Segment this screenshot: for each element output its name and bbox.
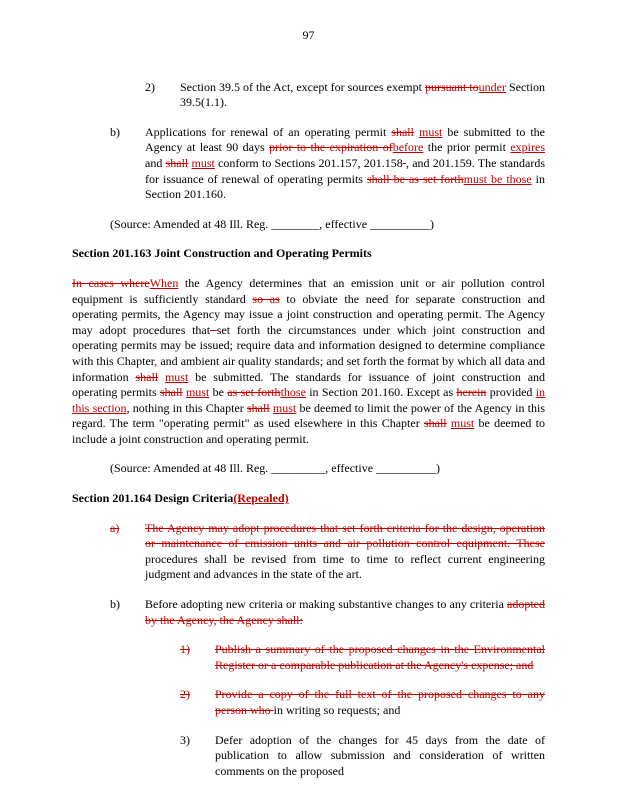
inserted-text: those	[280, 385, 306, 400]
item-text	[215, 733, 545, 780]
deleted-text: shall	[247, 400, 270, 415]
item-label: 1)	[180, 642, 190, 657]
text-run: procedures shall be revised from time to time to reflect current engineering judgment and advances in the state of the art.	[145, 551, 545, 582]
text-run: set forth the circumstances under which joint construction and operating permits may be issued; require data and information designed to determine compliance with this Chapter	[72, 322, 545, 368]
list-item-b	[110, 597, 545, 628]
inserted-text: must	[185, 385, 210, 400]
text-run: be deemed to include a joint construction and operating permit.	[72, 416, 545, 446]
item-text	[215, 687, 545, 718]
text-run: be deemed to limit the power of the Agency in this regard. The term "operating permit" as used elsewhere in this Chapter	[72, 400, 546, 431]
item-label: 2)	[180, 687, 190, 702]
deleted-text: The Agency may adopt procedures that set forth criteria for the design, operation or maintenance of emission units and air pollution control equipment. These	[145, 520, 545, 551]
text-run: in Section 201.160. Except as	[305, 385, 457, 400]
inserted-text: in this section	[72, 385, 546, 415]
list-item-2	[145, 80, 545, 111]
item-label: b)	[110, 597, 120, 612]
text-run: Defer adoption of the changes for 45 days from the date of publication to allow submission and consideration of written comments on the proposed	[215, 732, 545, 778]
text-run: Section 39.5(1.1).	[180, 79, 545, 110]
text-run: , and 201.159. The standards for issuance of renewal of operating permits	[145, 155, 546, 186]
list-item-2	[180, 687, 545, 718]
deleted-text: shall	[423, 416, 447, 431]
inserted-text: must	[418, 124, 443, 139]
item-label: 3)	[180, 732, 190, 747]
list-item-b	[110, 125, 545, 203]
item-label: b)	[110, 124, 120, 139]
deleted-text: shall be as set forth	[366, 171, 464, 186]
deleted-text: shall	[159, 385, 183, 400]
text-run: provided	[486, 385, 536, 400]
text-run: in writing so requests; and	[273, 703, 401, 717]
deleted-text: shall	[391, 124, 414, 139]
list-item-3	[180, 733, 545, 780]
text-run: (Source: Amended at 48 Ill. Reg. _________, effective __________)	[110, 461, 441, 476]
doc-paragraph	[72, 276, 545, 448]
text-run	[158, 370, 165, 384]
deleted-text: Provide a copy of the full text of the proposed changes to any person who	[215, 687, 545, 717]
text-run: the prior permit	[423, 140, 511, 155]
inserted-text: expires	[510, 140, 545, 155]
doc-heading	[72, 491, 545, 507]
inserted-text: must	[191, 155, 215, 170]
inserted-text: under	[478, 79, 506, 94]
inserted-text: ,	[154, 353, 158, 368]
item-label: 2)	[145, 79, 155, 94]
deleted-text: so as	[252, 291, 280, 306]
text-run: , nothing in this Chapter	[126, 400, 248, 415]
doc-heading	[72, 246, 545, 262]
list-item-1	[180, 642, 545, 673]
inserted-text: must	[272, 400, 297, 415]
text-run: the Agency determines that an emission unit or air pollution control equipment is sufficiently standard	[72, 275, 545, 306]
deleted-text: In cases where	[72, 275, 150, 290]
item-text	[145, 597, 545, 628]
text-run: Section 201.163 Joint Construction and Operating Permits	[72, 246, 372, 261]
item-text	[215, 642, 545, 673]
text-run: (Source: Amended at 48 Ill. Reg. ________, effective __________)	[110, 216, 435, 231]
deleted-text: as set forth	[227, 385, 281, 400]
deleted-text	[210, 323, 217, 337]
deleted-text: Publish a summary of the proposed changes in the Environmental Register or a comparable publication at the Agency's expense; and	[215, 642, 545, 672]
doc-source	[110, 461, 545, 477]
page-number: 97	[302, 28, 315, 42]
text-run: Section 39.5 of the Act, except for sources exempt	[180, 79, 425, 94]
text-run: in Section 201.160.	[145, 171, 545, 202]
text-run: be submitted to the Agency at least 90 days	[145, 124, 546, 155]
document-body	[72, 80, 545, 780]
inserted-text: must	[164, 369, 189, 384]
inserted-text: When	[149, 275, 179, 290]
deleted-text: herein	[456, 385, 487, 400]
text-run: Applications for renewal of an operating permit	[145, 124, 392, 139]
text-run: be submitted. The standards for issuance of joint construction and operating permits	[72, 369, 546, 400]
item-text	[145, 125, 545, 203]
inserted-text: before	[392, 140, 424, 155]
item-text	[145, 521, 545, 583]
deleted-text: adopted by the Agency, the Agency shall:	[145, 597, 545, 627]
text-run: Before adopting new criteria or making substantive changes to any criteria	[145, 597, 507, 612]
text-run: and	[145, 155, 166, 170]
list-item-a	[110, 521, 545, 583]
text-run: be	[209, 385, 228, 400]
deleted-text: pursuant to	[424, 79, 479, 94]
doc-source	[110, 217, 545, 233]
text-run: to obviate the need for separate construction and operating permits, the Agency may issue a joint construction and operating permit. The Agency may adopt procedures that	[72, 291, 546, 337]
inserted-text: must be those	[463, 171, 532, 186]
deleted-text: prior to the expiration of	[269, 140, 393, 155]
inserted-text: (Repealed)	[233, 491, 289, 506]
text-run: and ambient air quality standards; and set forth the format by which all data and information	[72, 353, 545, 384]
item-text	[180, 80, 545, 111]
text-run: conform to Sections 201.157, 201.158	[214, 155, 403, 170]
item-label: a)	[110, 520, 120, 535]
deleted-text: shall	[165, 155, 189, 170]
deleted-text: shall	[135, 369, 159, 384]
inserted-text: must	[450, 416, 475, 431]
text-run: Section 201.164 Design Criteria	[72, 491, 234, 506]
